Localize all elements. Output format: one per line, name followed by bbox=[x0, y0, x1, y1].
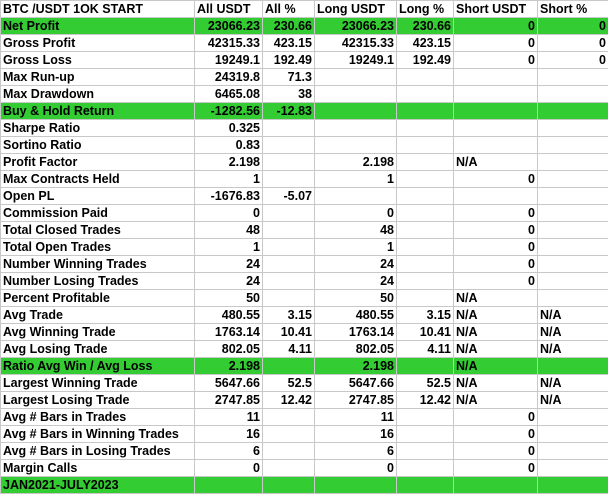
cell-all-pct[interactable]: 3.15 bbox=[263, 307, 315, 324]
cell-metric[interactable]: Sharpe Ratio bbox=[1, 120, 195, 137]
cell-all-usdt[interactable]: 24319.8 bbox=[195, 69, 263, 86]
cell-short-pct[interactable] bbox=[538, 154, 608, 171]
header-cell-all-usdt[interactable]: All USDT bbox=[195, 1, 263, 18]
cell-all-usdt[interactable]: 24 bbox=[195, 256, 263, 273]
cell-metric[interactable]: Margin Calls bbox=[1, 460, 195, 477]
cell-metric[interactable]: Net Profit bbox=[1, 18, 195, 35]
cell-long-usdt[interactable]: 1 bbox=[315, 239, 397, 256]
cell-long-pct[interactable]: 230.66 bbox=[397, 18, 454, 35]
cell-short-pct[interactable] bbox=[538, 103, 608, 120]
table-row bbox=[1, 256, 608, 273]
cell-short-usdt[interactable]: N/A bbox=[454, 307, 538, 324]
cell-all-usdt[interactable]: 1 bbox=[195, 239, 263, 256]
cell-metric[interactable]: Number Winning Trades bbox=[1, 256, 195, 273]
cell-metric[interactable]: Largest Losing Trade bbox=[1, 392, 195, 409]
cell-metric[interactable]: Avg Losing Trade bbox=[1, 341, 195, 358]
cell-metric[interactable]: Avg Winning Trade bbox=[1, 324, 195, 341]
cell-all-usdt[interactable]: 50 bbox=[195, 290, 263, 307]
cell-long-usdt[interactable]: 1 bbox=[315, 171, 397, 188]
cell-all-usdt[interactable]: -1282.56 bbox=[195, 103, 263, 120]
empty-cell[interactable] bbox=[397, 477, 454, 494]
cell-all-pct[interactable] bbox=[263, 460, 315, 477]
cell-all-pct[interactable] bbox=[263, 205, 315, 222]
cell-short-pct[interactable] bbox=[538, 205, 608, 222]
cell-short-pct[interactable]: 0 bbox=[538, 52, 608, 69]
cell-short-usdt[interactable]: 0 bbox=[454, 171, 538, 188]
table-row bbox=[1, 103, 608, 120]
cell-long-usdt[interactable] bbox=[315, 103, 397, 120]
cell-short-pct[interactable] bbox=[538, 256, 608, 273]
cell-metric[interactable]: Commission Paid bbox=[1, 205, 195, 222]
cell-short-pct[interactable]: N/A bbox=[538, 375, 608, 392]
cell-all-usdt[interactable]: 48 bbox=[195, 222, 263, 239]
cell-metric[interactable]: Gross Loss bbox=[1, 52, 195, 69]
cell-short-usdt[interactable]: 0 bbox=[454, 409, 538, 426]
table-row bbox=[1, 171, 608, 188]
cell-metric[interactable]: Sortino Ratio bbox=[1, 137, 195, 154]
cell-all-usdt[interactable]: 0 bbox=[195, 205, 263, 222]
cell-long-usdt[interactable]: 48 bbox=[315, 222, 397, 239]
cell-long-pct[interactable] bbox=[397, 137, 454, 154]
cell-short-usdt[interactable] bbox=[454, 188, 538, 205]
cell-all-pct[interactable]: 38 bbox=[263, 86, 315, 103]
cell-short-pct[interactable]: N/A bbox=[538, 324, 608, 341]
cell-long-pct[interactable]: 4.11 bbox=[397, 341, 454, 358]
cell-long-pct[interactable] bbox=[397, 409, 454, 426]
cell-all-pct[interactable] bbox=[263, 443, 315, 460]
cell-long-pct[interactable]: 192.49 bbox=[397, 52, 454, 69]
cell-all-usdt[interactable]: 1763.14 bbox=[195, 324, 263, 341]
table-row bbox=[1, 426, 608, 443]
cell-short-pct[interactable] bbox=[538, 188, 608, 205]
cell-all-pct[interactable] bbox=[263, 409, 315, 426]
cell-metric[interactable]: Avg # Bars in Trades bbox=[1, 409, 195, 426]
cell-long-usdt[interactable]: 0 bbox=[315, 460, 397, 477]
date-range-cell[interactable]: JAN2021-JULY2023 bbox=[1, 477, 195, 494]
cell-long-usdt[interactable] bbox=[315, 137, 397, 154]
cell-all-pct[interactable] bbox=[263, 154, 315, 171]
cell-short-usdt[interactable] bbox=[454, 69, 538, 86]
cell-short-pct[interactable] bbox=[538, 358, 608, 375]
cell-short-pct[interactable]: 0 bbox=[538, 35, 608, 52]
cell-long-pct[interactable] bbox=[397, 171, 454, 188]
cell-all-usdt[interactable]: 2747.85 bbox=[195, 392, 263, 409]
cell-long-usdt[interactable]: 802.05 bbox=[315, 341, 397, 358]
table-row bbox=[1, 239, 608, 256]
cell-short-usdt[interactable]: 0 bbox=[454, 35, 538, 52]
cell-metric[interactable]: Max Contracts Held bbox=[1, 171, 195, 188]
cell-long-pct[interactable] bbox=[397, 188, 454, 205]
cell-all-pct[interactable]: 423.15 bbox=[263, 35, 315, 52]
empty-cell[interactable] bbox=[195, 477, 263, 494]
cell-all-usdt[interactable]: 480.55 bbox=[195, 307, 263, 324]
table-row bbox=[1, 341, 608, 358]
table-row bbox=[1, 409, 608, 426]
cell-long-pct[interactable] bbox=[397, 205, 454, 222]
table-row bbox=[1, 273, 608, 290]
cell-short-usdt[interactable]: N/A bbox=[454, 375, 538, 392]
cell-short-pct[interactable] bbox=[538, 290, 608, 307]
footer-row bbox=[1, 477, 608, 494]
cell-short-usdt[interactable]: 0 bbox=[454, 256, 538, 273]
table-row bbox=[1, 120, 608, 137]
cell-metric[interactable]: Avg # Bars in Winning Trades bbox=[1, 426, 195, 443]
table-row bbox=[1, 86, 608, 103]
cell-all-pct[interactable]: 10.41 bbox=[263, 324, 315, 341]
cell-all-usdt[interactable]: 0.325 bbox=[195, 120, 263, 137]
cell-metric[interactable]: Ratio Avg Win / Avg Loss bbox=[1, 358, 195, 375]
cell-long-pct[interactable] bbox=[397, 222, 454, 239]
table-row bbox=[1, 324, 608, 341]
cell-all-usdt[interactable]: 19249.1 bbox=[195, 52, 263, 69]
cell-short-usdt[interactable]: N/A bbox=[454, 358, 538, 375]
cell-all-pct[interactable]: 4.11 bbox=[263, 341, 315, 358]
header-cell-short-pct[interactable]: Short % bbox=[538, 1, 608, 18]
cell-all-pct[interactable] bbox=[263, 426, 315, 443]
cell-short-pct[interactable]: 0 bbox=[538, 18, 608, 35]
cell-long-usdt[interactable] bbox=[315, 86, 397, 103]
cell-short-pct[interactable] bbox=[538, 171, 608, 188]
cell-short-pct[interactable] bbox=[538, 443, 608, 460]
cell-long-pct[interactable] bbox=[397, 154, 454, 171]
cell-short-pct[interactable] bbox=[538, 120, 608, 137]
cell-all-usdt[interactable]: 0 bbox=[195, 460, 263, 477]
cell-all-usdt[interactable]: 6 bbox=[195, 443, 263, 460]
cell-long-pct[interactable] bbox=[397, 86, 454, 103]
cell-long-usdt[interactable]: 19249.1 bbox=[315, 52, 397, 69]
table-row bbox=[1, 52, 608, 69]
cell-short-pct[interactable] bbox=[538, 273, 608, 290]
cell-short-pct[interactable]: N/A bbox=[538, 307, 608, 324]
header-cell-long-usdt[interactable]: Long USDT bbox=[315, 1, 397, 18]
cell-short-usdt[interactable] bbox=[454, 137, 538, 154]
cell-short-usdt[interactable]: 0 bbox=[454, 18, 538, 35]
cell-all-pct[interactable]: 52.5 bbox=[263, 375, 315, 392]
cell-long-pct[interactable] bbox=[397, 358, 454, 375]
cell-all-usdt[interactable]: 1 bbox=[195, 171, 263, 188]
cell-short-pct[interactable] bbox=[538, 86, 608, 103]
cell-all-usdt[interactable]: 5647.66 bbox=[195, 375, 263, 392]
empty-cell[interactable] bbox=[454, 477, 538, 494]
cell-all-pct[interactable] bbox=[263, 256, 315, 273]
cell-metric[interactable]: Avg Trade bbox=[1, 307, 195, 324]
table-row bbox=[1, 460, 608, 477]
cell-short-pct[interactable] bbox=[538, 239, 608, 256]
table-row bbox=[1, 154, 608, 171]
cell-all-usdt[interactable]: 42315.33 bbox=[195, 35, 263, 52]
cell-long-usdt[interactable]: 2.198 bbox=[315, 358, 397, 375]
cell-short-usdt[interactable]: N/A bbox=[454, 341, 538, 358]
header-cell-metric[interactable]: BTC /USDT 1OK START bbox=[1, 1, 195, 18]
cell-metric[interactable]: Max Drawdown bbox=[1, 86, 195, 103]
cell-metric[interactable]: Max Run-up bbox=[1, 69, 195, 86]
cell-all-pct[interactable] bbox=[263, 222, 315, 239]
cell-short-usdt[interactable]: 0 bbox=[454, 205, 538, 222]
header-cell-all-pct[interactable]: All % bbox=[263, 1, 315, 18]
cell-short-usdt[interactable]: N/A bbox=[454, 392, 538, 409]
cell-short-usdt[interactable]: 0 bbox=[454, 239, 538, 256]
cell-metric[interactable]: Number Losing Trades bbox=[1, 273, 195, 290]
cell-all-usdt[interactable]: 11 bbox=[195, 409, 263, 426]
table-row bbox=[1, 222, 608, 239]
cell-all-pct[interactable] bbox=[263, 358, 315, 375]
cell-all-pct[interactable]: -5.07 bbox=[263, 188, 315, 205]
cell-short-pct[interactable] bbox=[538, 69, 608, 86]
cell-long-pct[interactable]: 52.5 bbox=[397, 375, 454, 392]
cell-short-pct[interactable] bbox=[538, 426, 608, 443]
cell-all-usdt[interactable]: 2.198 bbox=[195, 154, 263, 171]
cell-all-usdt[interactable]: -1676.83 bbox=[195, 188, 263, 205]
table-row bbox=[1, 205, 608, 222]
cell-long-pct[interactable] bbox=[397, 426, 454, 443]
cell-long-usdt[interactable]: 6 bbox=[315, 443, 397, 460]
cell-metric[interactable]: Total Closed Trades bbox=[1, 222, 195, 239]
table-row bbox=[1, 137, 608, 154]
cell-short-usdt[interactable] bbox=[454, 86, 538, 103]
empty-cell[interactable] bbox=[315, 477, 397, 494]
cell-long-pct[interactable] bbox=[397, 69, 454, 86]
cell-short-usdt[interactable]: 0 bbox=[454, 426, 538, 443]
cell-short-usdt[interactable] bbox=[454, 120, 538, 137]
cell-short-pct[interactable] bbox=[538, 460, 608, 477]
cell-short-pct[interactable]: N/A bbox=[538, 392, 608, 409]
table-row bbox=[1, 35, 608, 52]
cell-long-usdt[interactable]: 24 bbox=[315, 256, 397, 273]
cell-long-usdt[interactable] bbox=[315, 188, 397, 205]
cell-long-usdt[interactable]: 1763.14 bbox=[315, 324, 397, 341]
table-row bbox=[1, 443, 608, 460]
cell-short-pct[interactable] bbox=[538, 222, 608, 239]
empty-cell[interactable] bbox=[538, 477, 608, 494]
cell-all-usdt[interactable]: 23066.23 bbox=[195, 18, 263, 35]
header-cell-long-pct[interactable]: Long % bbox=[397, 1, 454, 18]
cell-long-pct[interactable] bbox=[397, 103, 454, 120]
cell-all-usdt[interactable]: 802.05 bbox=[195, 341, 263, 358]
cell-long-usdt[interactable]: 2747.85 bbox=[315, 392, 397, 409]
cell-all-usdt[interactable]: 0.83 bbox=[195, 137, 263, 154]
cell-long-pct[interactable] bbox=[397, 290, 454, 307]
cell-long-pct[interactable]: 10.41 bbox=[397, 324, 454, 341]
header-row bbox=[1, 1, 608, 18]
cell-short-usdt[interactable]: N/A bbox=[454, 324, 538, 341]
cell-long-usdt[interactable]: 0 bbox=[315, 205, 397, 222]
cell-long-usdt[interactable] bbox=[315, 120, 397, 137]
table-row bbox=[1, 392, 608, 409]
cell-long-usdt[interactable] bbox=[315, 69, 397, 86]
cell-all-pct[interactable] bbox=[263, 120, 315, 137]
cell-metric[interactable]: Percent Profitable bbox=[1, 290, 195, 307]
cell-long-pct[interactable]: 3.15 bbox=[397, 307, 454, 324]
table-row bbox=[1, 18, 608, 35]
table-row bbox=[1, 375, 608, 392]
cell-long-pct[interactable]: 423.15 bbox=[397, 35, 454, 52]
cell-short-usdt[interactable] bbox=[454, 103, 538, 120]
table-row bbox=[1, 290, 608, 307]
cell-long-pct[interactable] bbox=[397, 460, 454, 477]
cell-long-pct[interactable] bbox=[397, 273, 454, 290]
cell-short-pct[interactable] bbox=[538, 409, 608, 426]
table-row bbox=[1, 69, 608, 86]
table-row bbox=[1, 307, 608, 324]
cell-short-usdt[interactable]: 0 bbox=[454, 273, 538, 290]
cell-long-usdt[interactable]: 16 bbox=[315, 426, 397, 443]
cell-all-pct[interactable] bbox=[263, 273, 315, 290]
cell-short-usdt[interactable]: N/A bbox=[454, 290, 538, 307]
cell-long-pct[interactable] bbox=[397, 256, 454, 273]
cell-long-usdt[interactable]: 50 bbox=[315, 290, 397, 307]
cell-long-pct[interactable] bbox=[397, 239, 454, 256]
cell-all-pct[interactable]: 12.42 bbox=[263, 392, 315, 409]
cell-long-pct[interactable]: 12.42 bbox=[397, 392, 454, 409]
cell-metric[interactable]: Largest Winning Trade bbox=[1, 375, 195, 392]
cell-all-usdt[interactable]: 2.198 bbox=[195, 358, 263, 375]
cell-short-usdt[interactable]: 0 bbox=[454, 460, 538, 477]
cell-all-pct[interactable] bbox=[263, 137, 315, 154]
cell-all-usdt[interactable]: 6465.08 bbox=[195, 86, 263, 103]
table-row bbox=[1, 188, 608, 205]
cell-long-usdt[interactable]: 24 bbox=[315, 273, 397, 290]
cell-metric[interactable]: Profit Factor bbox=[1, 154, 195, 171]
cell-metric[interactable]: Avg # Bars in Losing Trades bbox=[1, 443, 195, 460]
cell-short-usdt[interactable]: N/A bbox=[454, 154, 538, 171]
cell-long-usdt[interactable]: 42315.33 bbox=[315, 35, 397, 52]
cell-metric[interactable]: Total Open Trades bbox=[1, 239, 195, 256]
empty-cell[interactable] bbox=[263, 477, 315, 494]
header-cell-short-usdt[interactable]: Short USDT bbox=[454, 1, 538, 18]
cell-short-usdt[interactable]: 0 bbox=[454, 52, 538, 69]
cell-all-pct[interactable]: -12.83 bbox=[263, 103, 315, 120]
cell-all-pct[interactable] bbox=[263, 171, 315, 188]
cell-short-pct[interactable] bbox=[538, 137, 608, 154]
cell-all-pct[interactable] bbox=[263, 290, 315, 307]
cell-metric[interactable]: Buy & Hold Return bbox=[1, 103, 195, 120]
cell-all-pct[interactable] bbox=[263, 239, 315, 256]
cell-all-pct[interactable]: 230.66 bbox=[263, 18, 315, 35]
cell-all-usdt[interactable]: 16 bbox=[195, 426, 263, 443]
cell-long-usdt[interactable]: 23066.23 bbox=[315, 18, 397, 35]
cell-long-pct[interactable] bbox=[397, 443, 454, 460]
cell-short-usdt[interactable]: 0 bbox=[454, 443, 538, 460]
cell-metric[interactable]: Open PL bbox=[1, 188, 195, 205]
cell-all-pct[interactable]: 192.49 bbox=[263, 52, 315, 69]
cell-long-pct[interactable] bbox=[397, 120, 454, 137]
table-row bbox=[1, 358, 608, 375]
cell-long-usdt[interactable]: 480.55 bbox=[315, 307, 397, 324]
cell-long-usdt[interactable]: 11 bbox=[315, 409, 397, 426]
cell-short-usdt[interactable]: 0 bbox=[454, 222, 538, 239]
cell-all-usdt[interactable]: 24 bbox=[195, 273, 263, 290]
cell-metric[interactable]: Gross Profit bbox=[1, 35, 195, 52]
cell-long-usdt[interactable]: 5647.66 bbox=[315, 375, 397, 392]
cell-all-pct[interactable]: 71.3 bbox=[263, 69, 315, 86]
cell-long-usdt[interactable]: 2.198 bbox=[315, 154, 397, 171]
cell-short-pct[interactable]: N/A bbox=[538, 341, 608, 358]
